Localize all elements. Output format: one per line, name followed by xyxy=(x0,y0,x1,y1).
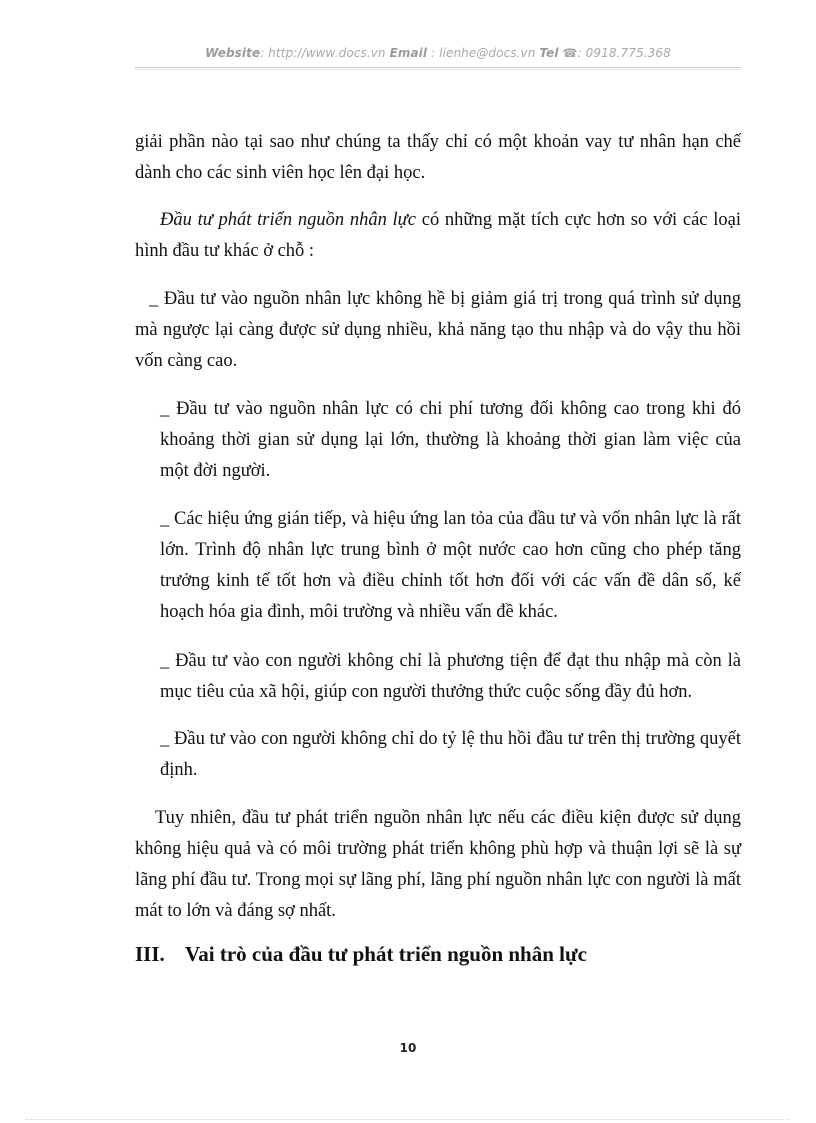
page-number: 10 xyxy=(399,1041,417,1055)
bullet-item-5: _ Đầu tư vào con người không chỉ do tỷ lệ thu hồi đầu tư trên thị trường quyết định. xyxy=(160,729,741,780)
tel-value: : 0918.775.368 xyxy=(577,46,671,60)
website-label: Website xyxy=(205,46,261,60)
paragraph-advantages xyxy=(135,205,741,267)
section-heading xyxy=(135,942,587,967)
header-divider xyxy=(135,67,741,70)
paragraph-intro: giải phần nào tại sao như chúng ta thấy chỉ có một khoản vay tư nhân hạn chế dành cho các sinh viên học lên đại học. xyxy=(135,132,741,183)
bullet-item-3: _ Các hiệu ứng gián tiếp, và hiệu ứng lan tỏa của đầu tư và vốn nhân lực là rất lớn. Trình độ nhân lực trung bình ở một nước cao hơn cũng cho phép tăng trưởng kinh tế tốt hơn và điều chỉnh tốt hơn đối với các vấn đề dân số, kế hoạch hóa gia đình, môi trường và nhiều vấn đề khác. xyxy=(160,509,741,622)
page-header xyxy=(135,46,741,60)
section-title: Vai trò của đầu tư phát triển nguồn nhân lực xyxy=(185,942,587,966)
paragraph-advantages-emphasis: Đầu tư phát triển nguồn nhân lực xyxy=(160,210,416,230)
section-number: III. xyxy=(135,942,165,966)
footer-divider xyxy=(26,1119,790,1120)
email-label: Email xyxy=(389,46,428,60)
bullet-item-2: _ Đầu tư vào nguồn nhân lực có chi phí tương đối không cao trong khi đó khoảng thời gian sử dụng lại lớn, thường là khoảng thời gian làm việc của một đời người. xyxy=(160,399,741,481)
bullet-item-4: _ Đầu tư vào con người không chỉ là phương tiện để đạt thu nhập mà còn là mục tiêu của xã hội, giúp con người thưởng thức cuộc sống đầy đủ hơn. xyxy=(160,651,741,702)
phone-icon: ☎ xyxy=(562,46,578,60)
paragraph-conclusion: Tuy nhiên, đầu tư phát triển nguồn nhân lực nếu các điều kiện được sử dụng không hiệu quả và có môi trường phát triển không phù hợp và thuận lợi sẽ là sự lãng phí đầu tư. Trong mọi sự lãng phí, lãng phí nguồn nhân lực con người là mất mát to lớn và đáng sợ nhất. xyxy=(135,808,741,921)
website-value: : http://www.docs.vn xyxy=(260,46,386,60)
email-value: : lienhe@docs.vn xyxy=(431,46,536,60)
tel-label: Tel xyxy=(539,46,559,60)
paragraph-advantages-text: có những mặt tích cực hơn so với các loại hình đầu tư khác ở chỗ : xyxy=(135,210,741,261)
bullet-item-1: _ Đầu tư vào nguồn nhân lực không hề bị giảm giá trị trong quá trình sử dụng mà ngược lại càng được sử dụng nhiều, khả năng tạo thu nhập và do vậy thu hồi vốn càng cao. xyxy=(135,289,741,371)
